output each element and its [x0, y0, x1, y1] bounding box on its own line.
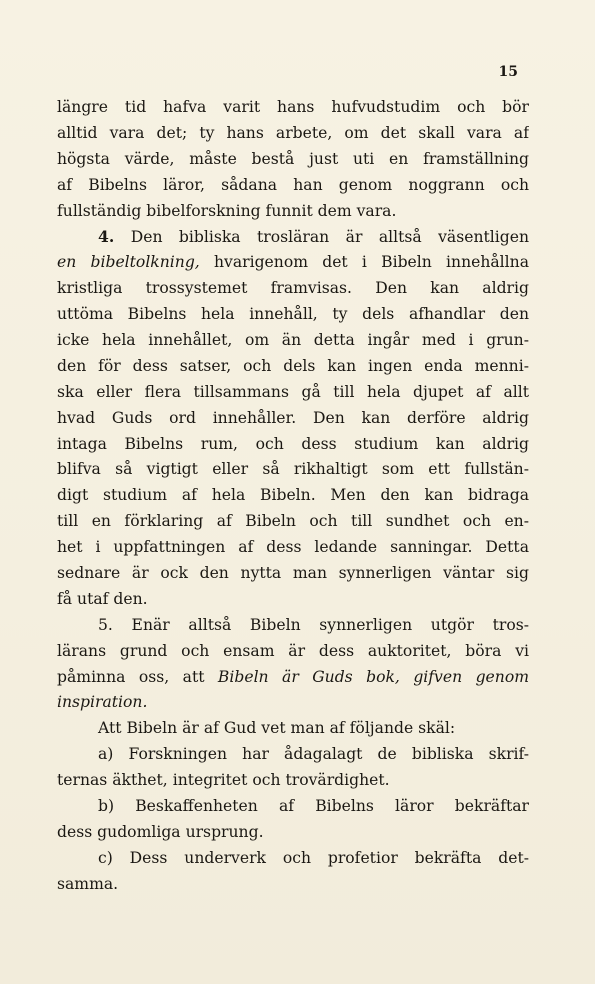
- text-line: hvad Guds ord innehåller. Den kan derföre aldrig: [57, 408, 529, 427]
- text-line: ternas äkthet, integritet och trovärdighet.: [57, 771, 390, 790]
- text-line: icke hela innehållet, om än detta ingår med i grun-: [57, 331, 529, 350]
- text-line: [57, 250, 529, 276]
- text-line: lärans grund och ensam är dess auktoritet, böra vi: [57, 641, 529, 660]
- italic-phrase: inspiration.: [57, 693, 148, 712]
- page-number: 15: [498, 64, 518, 80]
- text-line: blifva så vigtigt eller så rikhaltigt som ett fullstän-: [57, 460, 529, 479]
- text-line: högsta värde, måste bestå just uti en framställning: [57, 149, 529, 168]
- text-line: uttöma Bibelns hela innehåll, ty dels afhandlar den: [57, 305, 529, 324]
- text-line: sednare är ock den nytta man synnerligen väntar sig: [57, 564, 529, 583]
- text-line: digt studium af hela Bibeln. Men den kan bidraga: [57, 486, 529, 505]
- text-segment: Den bibliska trosläran är alltså väsentligen: [114, 228, 529, 247]
- italic-phrase: Bibeln är Guds bok, gifven genom: [217, 667, 529, 686]
- list-item-a: a) Forskningen har ådagalagt de bibliska skrif-: [98, 745, 529, 764]
- text-line: till en förklaring af Bibeln och till sundhet och en-: [57, 512, 529, 531]
- text-line: den för dess satser, och dels kan ingen enda menni-: [57, 356, 529, 375]
- paragraph-reasons: Att Bibeln är af Gud vet man af följande skäl:: [98, 719, 456, 738]
- list-item-b: b) Beskaffenheten af Bibelns läror bekräftar: [98, 797, 529, 816]
- text-line: fullständig bibelforskning funnit dem vara.: [57, 201, 397, 220]
- text-line: samma.: [57, 874, 119, 893]
- text-line: dess gudomliga ursprung.: [57, 822, 264, 841]
- paragraph-4-start: [57, 224, 529, 250]
- body-text: [57, 95, 529, 898]
- section-number: 4.: [98, 227, 115, 247]
- text-line: ska eller flera tillsammans gå till hela djupet af allt: [57, 382, 529, 401]
- text-segment: påminna oss, att: [57, 667, 218, 686]
- text-line: få utaf den.: [57, 589, 148, 608]
- italic-term: en bibeltolkning,: [57, 253, 200, 272]
- text-line: [57, 690, 529, 716]
- text-line: het i uppfattningen af dess ledande sanningar. Detta: [57, 538, 529, 557]
- paragraph-5-start: 5. Enär alltså Bibeln synnerligen utgör tros-: [98, 615, 529, 634]
- text-line: alltid vara det; ty hans arbete, om det skall vara af: [57, 123, 529, 142]
- text-line: [57, 665, 529, 691]
- text-line: af Bibelns läror, sådana han genom noggrann och: [57, 175, 529, 194]
- text-line: kristliga trossystemet framvisas. Den kan aldrig: [57, 279, 529, 298]
- list-item-c: c) Dess underverk och profetior bekräfta det-: [98, 848, 529, 867]
- text-segment: hvarigenom det i Bibeln innehållna: [199, 253, 529, 272]
- text-line: längre tid hafva varit hans hufvudstudim och bör: [57, 98, 529, 116]
- text-line: intaga Bibelns rum, och dess studium kan aldrig: [57, 434, 529, 453]
